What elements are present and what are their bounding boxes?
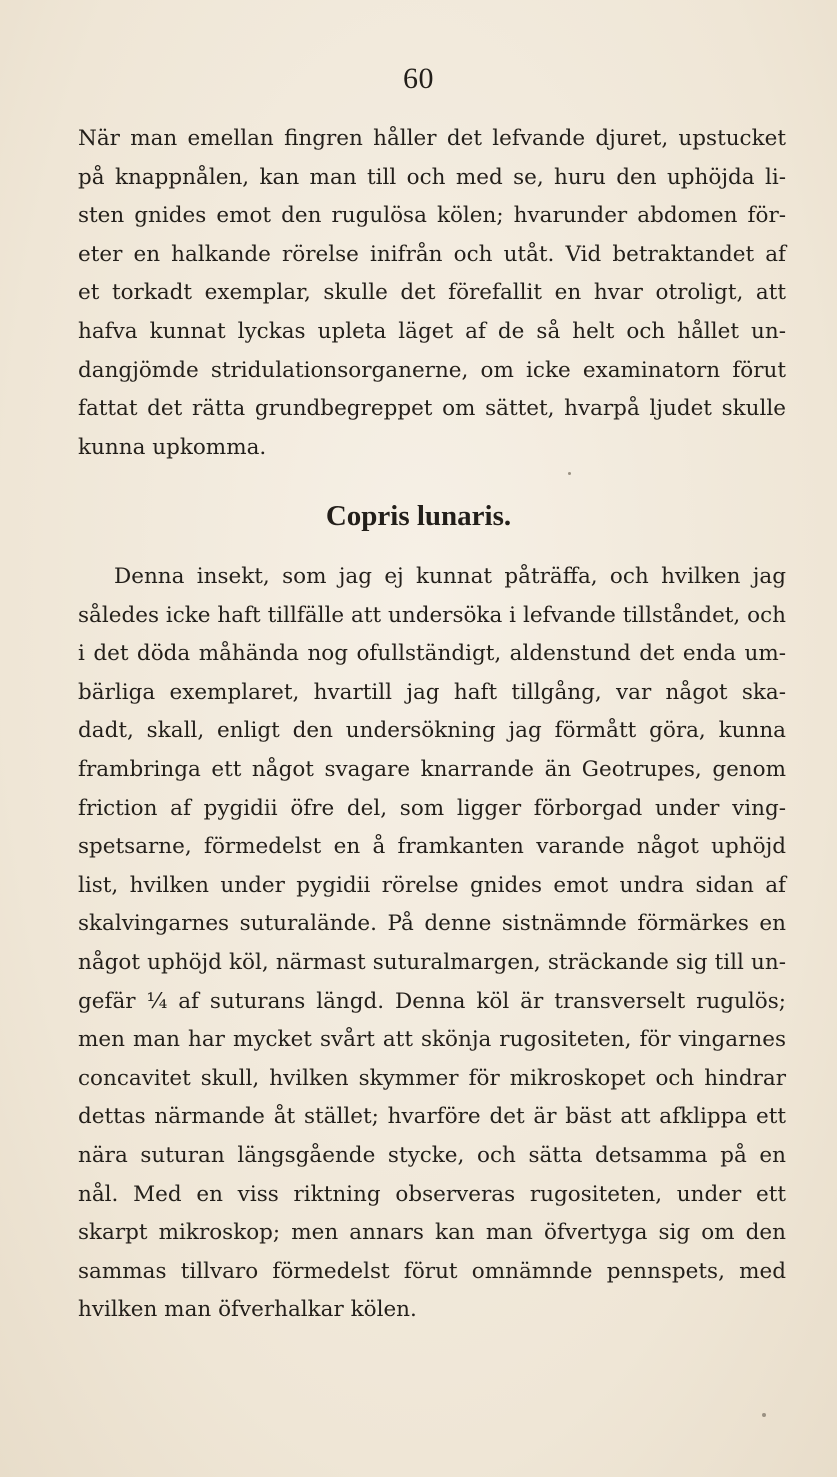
paragraph-1 bbox=[78, 120, 786, 467]
text-line: et torkadt exemplar, skulle det förefallit en hvar otroligt, att bbox=[78, 280, 786, 306]
paper-speck bbox=[568, 472, 571, 475]
text-line: fattat det rätta grundbegreppet om sättet, hvarpå ljudet skulle bbox=[78, 396, 786, 422]
text-line: När man emellan fingren håller det lefvande djuret, upstucket bbox=[78, 126, 786, 151]
text-line: således icke haft tillfälle att undersöka i lefvande tillståndet, och bbox=[78, 602, 786, 628]
text-line: hafva kunnat lyckas upleta läget af de så helt och hållet un- bbox=[78, 318, 786, 344]
paragraph-2 bbox=[78, 558, 786, 1330]
text-line: skalvingarnes suturalände. På denne sistnämnde förmärkes en bbox=[78, 911, 786, 937]
text-line: kunna upkomma. bbox=[78, 434, 267, 460]
text-line: Denna insekt, som jag ej kunnat påträffa, och hvilken jag bbox=[114, 564, 786, 589]
text-line: dadt, skall, enligt den undersökning jag förmått göra, kunna bbox=[78, 718, 786, 744]
section-heading: Copris lunaris. bbox=[325, 500, 512, 532]
paper-speck bbox=[762, 1413, 766, 1417]
text-line: något uphöjd köl, närmast suturalmargen, sträckande sig till un- bbox=[78, 949, 786, 975]
text-line: sammas tillvaro förmedelst förut omnämnde pennspets, med bbox=[78, 1258, 786, 1284]
text-line: friction af pygidii öfre del, som ligger förborgad under ving- bbox=[78, 795, 786, 821]
text-line: nära suturan längsgående stycke, och sätta detsamma på en bbox=[78, 1142, 786, 1168]
text-line: nål. Med en viss riktning observeras rugositeten, under ett bbox=[78, 1181, 786, 1207]
text-line: gefär ¼ af suturans längd. Denna köl är transverselt rugulös; bbox=[78, 988, 786, 1014]
text-line: bärliga exemplaret, hvartill jag haft tillgång, var något ska- bbox=[78, 679, 786, 705]
text-line: i det döda måhända nog ofullständigt, aldenstund det enda um- bbox=[78, 641, 786, 667]
text-line: dangjömde stridulationsorganerne, om icke examinatorn förut bbox=[78, 357, 786, 383]
text-line: hvilken man öfverhalkar kölen. bbox=[78, 1297, 417, 1323]
text-line: frambringa ett något svagare knarrande än Geotrupes, genom bbox=[78, 756, 786, 782]
text-line: på knappnålen, kan man till och med se, huru den uphöjda li- bbox=[78, 164, 786, 190]
text-line: skarpt mikroskop; men annars kan man öfvertyga sig om den bbox=[78, 1220, 786, 1246]
text-line: list, hvilken under pygidii rörelse gnides emot undra sidan af bbox=[78, 872, 786, 898]
text-line: dettas närmande åt stället; hvarföre det är bäst att afklippa ett bbox=[78, 1104, 786, 1130]
page-number: 60 bbox=[403, 62, 434, 95]
text-line: concavitet skull, hvilken skymmer för mikroskopet och hindrar bbox=[78, 1065, 786, 1091]
text-line: eter en halkande rörelse inifrån och utåt. Vid betraktandet af bbox=[78, 241, 786, 267]
text-line: men man har mycket svårt att skönja rugositeten, för vingarnes bbox=[78, 1027, 786, 1053]
text-line: sten gnides emot den rugulösa kölen; hvarunder abdomen för- bbox=[78, 203, 786, 229]
text-line: spetsarne, förmedelst en å framkanten varande något uphöjd bbox=[78, 834, 786, 860]
